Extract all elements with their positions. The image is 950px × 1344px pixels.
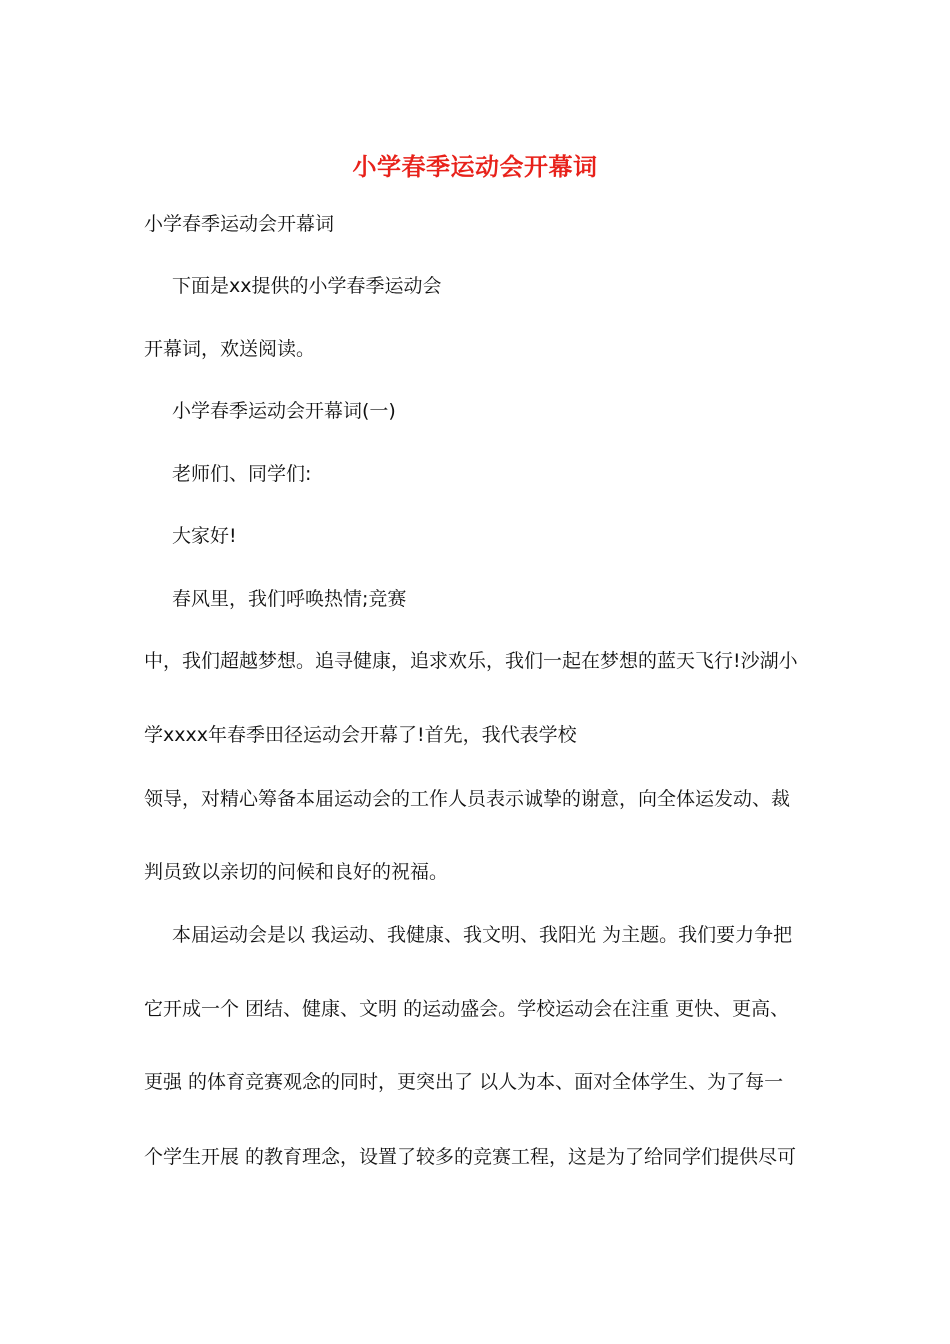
paragraph-line: 学xxxx年春季田径运动会开幕了!首先，我代表学校 (144, 724, 577, 746)
paragraph-line: 更强 的体育竞赛观念的同时，更突出了 以人为本、面对全体学生、为了每一 (144, 1071, 784, 1093)
paragraph-line: 下面是xx提供的小学春季运动会 (172, 275, 442, 297)
greeting-line: 大家好! (172, 525, 237, 547)
paragraph-line: 中，我们超越梦想。追寻健康，追求欢乐，我们一起在梦想的蓝天飞行!沙湖小 (144, 650, 798, 672)
paragraph-line: 本届运动会是以 我运动、我健康、我文明、我阳光 为主题。我们要力争把 (172, 924, 793, 946)
salutation-line: 老师们、同学们: (172, 463, 312, 485)
paragraph-line: 开幕词，欢送阅读。 (144, 338, 316, 360)
paragraph-line: 它开成一个 团结、健康、文明 的运动盛会。学校运动会在注重 更快、更高、 (144, 998, 790, 1020)
paragraph-line: 判员致以亲切的问候和良好的祝福。 (144, 861, 449, 883)
section-heading: 小学春季运动会开幕词(一) (172, 400, 396, 422)
document-title: 小学春季运动会开幕词 (352, 152, 598, 181)
paragraph-line: 个学生开展 的教育理念，设置了较多的竞赛工程，这是为了给同学们提供尽可 (144, 1146, 797, 1168)
paragraph-line: 春风里，我们呼唤热情;竞赛 (172, 588, 407, 610)
subtitle-line: 小学春季运动会开幕词 (144, 213, 335, 235)
paragraph-line: 领导，对精心筹备本届运动会的工作人员表示诚挚的谢意，向全体运发动、裁 (144, 788, 791, 810)
